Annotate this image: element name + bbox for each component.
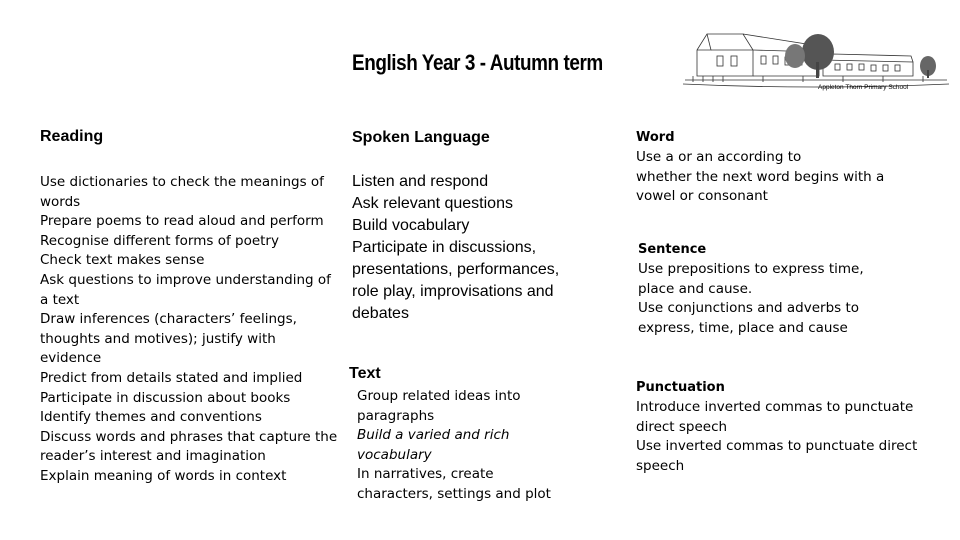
list-item: Discuss words and phrases that capture the xyxy=(40,428,338,445)
list-item: Ask questions to improve understanding of xyxy=(40,271,331,288)
list-item: vocabulary xyxy=(357,446,432,463)
list-item: Build a varied and rich xyxy=(357,427,510,444)
list-item: debates xyxy=(352,305,409,322)
reading-list xyxy=(40,173,337,487)
list-item: vowel or consonant xyxy=(636,188,768,205)
list-item: Ask relevant questions xyxy=(352,195,513,212)
list-item: Explain meaning of words in context xyxy=(40,467,287,484)
list-item: place and cause. xyxy=(638,280,753,297)
list-item: express, time, place and cause xyxy=(638,319,848,336)
page-title: English Year 3 - Autumn term xyxy=(352,50,603,75)
list-item: Prepare poems to read aloud and perform xyxy=(40,213,324,230)
list-item: Draw inferences (characters’ feelings, xyxy=(40,311,297,328)
punctuation-heading: Punctuation xyxy=(636,380,725,395)
list-item: Check text makes sense xyxy=(40,252,205,269)
list-item: a text xyxy=(40,291,80,308)
list-item: Use dictionaries to check the meanings of xyxy=(40,174,324,190)
spoken-language-list xyxy=(352,171,559,325)
list-item: role play, improvisations and xyxy=(352,283,554,300)
list-item: characters, settings and plot xyxy=(357,485,551,502)
sentence-list xyxy=(638,260,864,338)
list-item: words xyxy=(40,193,81,210)
school-building-logo xyxy=(683,26,949,96)
sentence-heading: Sentence xyxy=(638,242,707,257)
list-item: Predict from details stated and implied xyxy=(40,369,303,386)
list-item: paragraphs xyxy=(357,407,435,424)
list-item: Introduce inverted commas to punctuate xyxy=(636,399,914,415)
list-item: Build vocabulary xyxy=(352,217,470,234)
list-item: evidence xyxy=(40,350,102,367)
reading-heading: Reading xyxy=(40,128,104,145)
word-list xyxy=(636,148,884,207)
list-item: Participate in discussions, xyxy=(352,239,537,256)
list-item: direct speech xyxy=(636,418,728,435)
list-item: reader’s interest and imagination xyxy=(40,448,266,465)
list-item: Use prepositions to express time, xyxy=(638,261,864,277)
text-list xyxy=(357,387,551,505)
list-item: Participate in discussion about books xyxy=(40,389,291,406)
spoken-language-heading: Spoken Language xyxy=(352,129,490,146)
list-item: Identify themes and conventions xyxy=(40,409,262,426)
list-item: Recognise different forms of poetry xyxy=(40,232,279,249)
list-item: thoughts and motives); justify with xyxy=(40,330,276,347)
list-item: presentations, performances, xyxy=(352,261,560,278)
list-item: speech xyxy=(636,457,685,474)
list-item: whether the next word begins with a xyxy=(636,168,885,185)
logo-caption: Appleton Thorn Primary School xyxy=(818,84,909,91)
word-heading: Word xyxy=(636,130,675,145)
list-item: Listen and respond xyxy=(352,173,489,190)
list-item: In narratives, create xyxy=(357,466,494,483)
text-heading: Text xyxy=(349,365,381,382)
list-item: Use inverted commas to punctuate direct xyxy=(636,438,918,455)
list-item: Use conjunctions and adverbs to xyxy=(638,300,860,317)
punctuation-list xyxy=(636,398,917,476)
list-item: Use a or an according to xyxy=(636,149,802,165)
list-item: Group related ideas into xyxy=(357,388,521,404)
